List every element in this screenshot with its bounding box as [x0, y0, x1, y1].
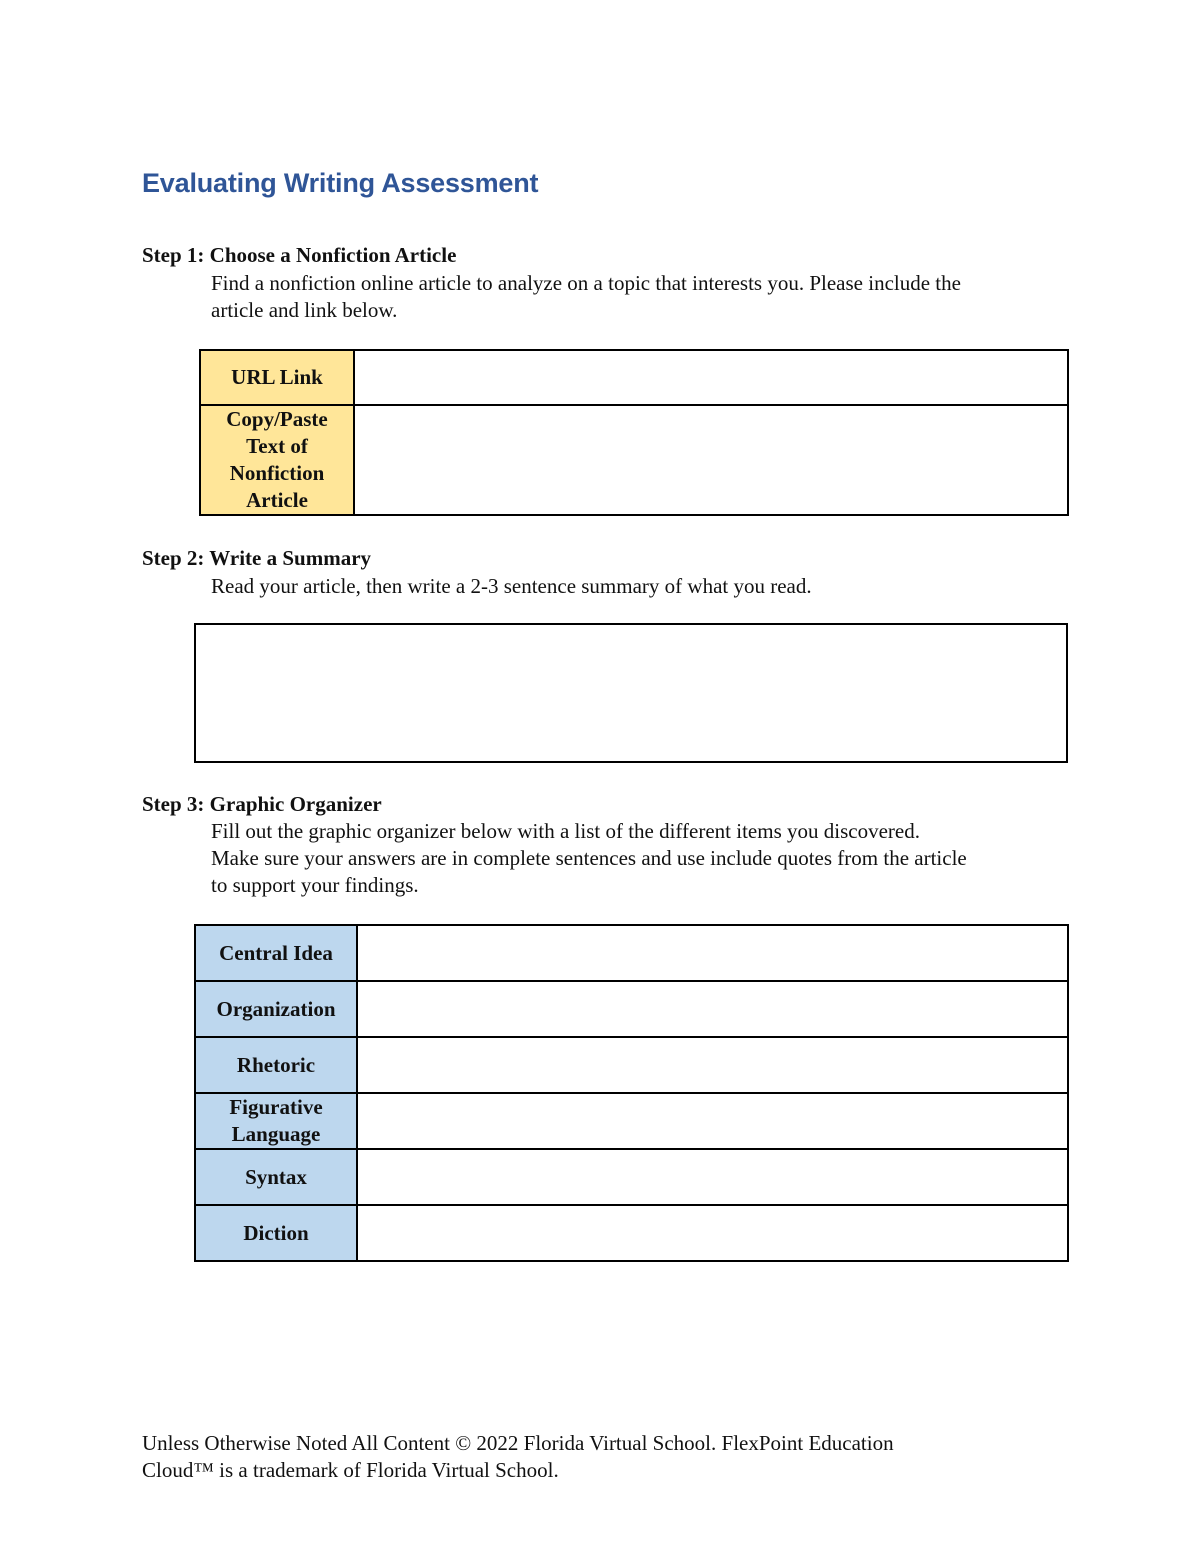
organizer-label-figurative-language — [195, 1093, 357, 1149]
article-text-label-line2: Text of — [246, 434, 308, 458]
organizer-label-figurative-line1: Figurative — [229, 1095, 323, 1119]
organizer-label-syntax: Syntax — [195, 1149, 357, 1205]
article-text-label-line4: Article — [246, 488, 308, 512]
organizer-label-figurative-line2: Language — [231, 1122, 321, 1146]
organizer-field-organization[interactable] — [357, 981, 1068, 1037]
organizer-label-organization: Organization — [195, 981, 357, 1037]
article-text-label — [200, 405, 354, 515]
article-text-label-line1: Copy/Paste — [226, 407, 328, 431]
copyright-footer-line2: Cloud™ is a trademark of Florida Virtual School. — [142, 1458, 559, 1482]
organizer-field-syntax[interactable] — [357, 1149, 1068, 1205]
url-link-field[interactable] — [354, 350, 1068, 405]
article-table — [199, 349, 1069, 516]
organizer-field-rhetoric[interactable] — [357, 1037, 1068, 1093]
article-text-field[interactable] — [354, 405, 1068, 515]
step3-instructions — [211, 818, 1071, 899]
step3-instructions-line2: Make sure your answers are in complete sentences and use include quotes from the article — [211, 846, 967, 870]
step1-heading: Step 1: Choose a Nonfiction Article — [142, 243, 457, 267]
organizer-field-central-idea[interactable] — [357, 925, 1068, 981]
copyright-footer — [142, 1430, 1042, 1484]
page-title: Evaluating Writing Assessment — [142, 168, 539, 198]
organizer-field-figurative-language[interactable] — [357, 1093, 1068, 1149]
summary-field[interactable] — [194, 623, 1068, 763]
step3-instructions-line3: to support your findings. — [211, 873, 419, 897]
step3-heading: Step 3: Graphic Organizer — [142, 792, 382, 816]
organizer-label-central-idea: Central Idea — [195, 925, 357, 981]
organizer-label-rhetoric: Rhetoric — [195, 1037, 357, 1093]
article-text-label-line3: Nonfiction — [229, 461, 325, 485]
step1-instructions-line1: Find a nonfiction online article to analyze on a topic that interests you. Please include the — [211, 271, 961, 295]
organizer-field-diction[interactable] — [357, 1205, 1068, 1261]
step2-instructions: Read your article, then write a 2-3 sentence summary of what you read. — [211, 574, 812, 598]
step1-instructions — [211, 270, 1071, 324]
step1-instructions-line2: article and link below. — [211, 298, 398, 322]
organizer-label-diction: Diction — [195, 1205, 357, 1261]
step3-instructions-line1: Fill out the graphic organizer below with a list of the different items you discovered. — [211, 819, 920, 843]
url-link-label: URL Link — [200, 350, 354, 405]
step2-heading: Step 2: Write a Summary — [142, 546, 372, 570]
graphic-organizer-table — [194, 924, 1069, 1262]
copyright-footer-line1: Unless Otherwise Noted All Content © 2022 Florida Virtual School. FlexPoint Education — [142, 1431, 894, 1455]
